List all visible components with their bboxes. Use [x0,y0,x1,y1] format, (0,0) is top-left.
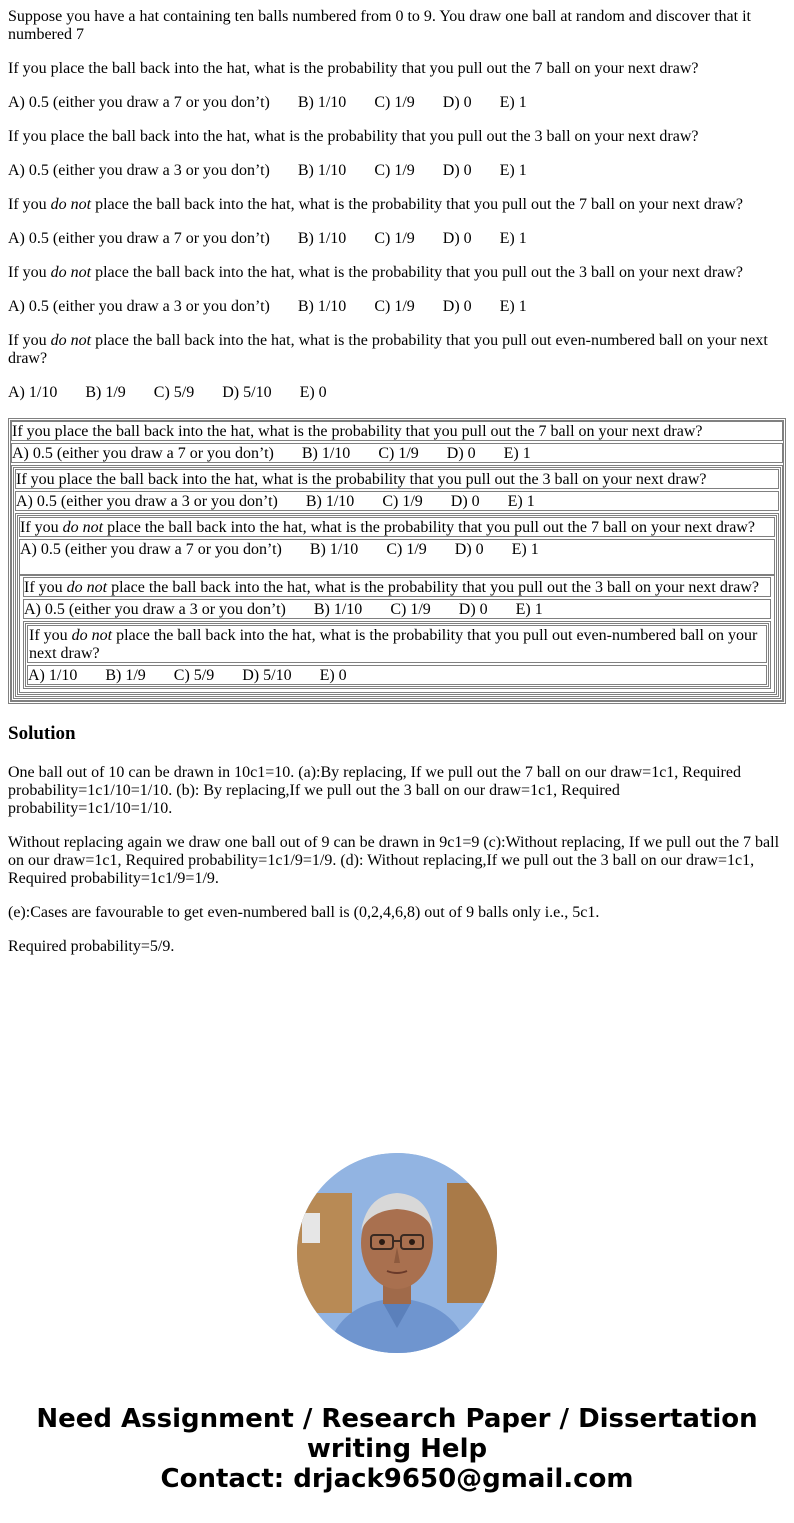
option: C) 1/9 [374,230,415,247]
table-question-3-options: A) 0.5 (either you draw a 7 or you don’t) B) 1/10 C) 1/9 D) 0 E) 1 [19,539,775,575]
option: A) 0.5 (either you draw a 7 or you don’t) [8,94,270,111]
option: C) 1/9 [374,94,415,111]
option: A) 0.5 (either you draw a 3 or you don’t) [8,162,270,179]
footer-contact: Contact: drjack9650@gmail.com [160,1464,634,1494]
question-4: If you do not place the ball back into the hat, what is the probability that you pull out the 3 ball on your next draw? [8,264,743,281]
table-question-4: If you do not place the ball back into the hat, what is the probability that you pull out the 3 ball on your next draw? [23,577,771,597]
question-5-options [8,384,786,402]
intro-text: Suppose you have a hat containing ten balls numbered from 0 to 9. You draw one ball at random and discover that it numbered 7 [8,8,751,43]
option: A) 1/10 [8,384,58,401]
footer-line-1: Need Assignment / Research Paper / Dissertation [36,1404,758,1434]
solution-paragraph-2: Without replacing again we draw one ball out of 9 can be drawn in 9c1=9 (c):Without replacing, If we pull out the 7 ball on our draw=1c1, Required probability=1c1/9=1/9. (d): Without replacing,If we pull out the 3 ball on our draw=1c1, Required probability=1c1/9=1/9. [8,834,780,887]
table-question-2: If you place the ball back into the hat, what is the probability that you pull out the 3 ball on your next draw? [15,469,779,489]
option: D) 0 [442,94,472,111]
option: B) 1/10 [297,298,347,315]
option: C) 1/9 [374,162,415,179]
author-avatar [297,1153,497,1353]
question-3-options [8,230,786,248]
option: B) 1/10 [297,230,347,247]
option: A) 0.5 (either you draw a 7 or you don’t) [8,230,270,247]
question-3: If you do not place the ball back into the hat, what is the probability that you pull out the 7 ball on your next draw? [8,196,743,213]
solution-paragraph-4: Required probability=5/9. [8,938,175,955]
table-question-2-options: A) 0.5 (either you draw a 3 or you don’t) B) 1/10 C) 1/9 D) 0 E) 1 [15,491,779,511]
option: E) 0 [299,384,327,401]
question-5: If you do not place the ball back into the hat, what is the probability that you pull out even-numbered ball on your next draw? [8,332,768,367]
question-1: If you place the ball back into the hat, what is the probability that you pull out the 7 ball on your next draw? [8,60,699,77]
table-question-4-options: A) 0.5 (either you draw a 3 or you don’t) B) 1/10 C) 1/9 D) 0 E) 1 [23,599,771,619]
option: D) 5/10 [222,384,272,401]
solution-heading: Solution [8,723,76,744]
option: D) 0 [442,230,472,247]
option: E) 1 [499,94,527,111]
question-4-options [8,298,786,316]
option: C) 5/9 [153,384,195,401]
option: B) 1/10 [297,94,347,111]
option: C) 1/9 [374,298,415,315]
option: E) 1 [499,298,527,315]
option: B) 1/10 [297,162,347,179]
option: D) 0 [442,162,472,179]
table-question-5-options: A) 1/10 B) 1/9 C) 5/9 D) 5/10 E) 0 [27,665,767,685]
table-question-1-options: A) 0.5 (either you draw a 7 or you don’t) B) 1/10 C) 1/9 D) 0 E) 1 [11,443,783,463]
option: D) 0 [442,298,472,315]
option: B) 1/9 [85,384,126,401]
question-2: If you place the ball back into the hat, what is the probability that you pull out the 3 ball on your next draw? [8,128,699,145]
footer-banner [0,1404,794,1494]
question-1-options [8,94,786,112]
portrait-illustration [297,1153,497,1353]
table-question-5: If you do not place the ball back into the hat, what is the probability that you pull out even-numbered ball on your next draw? [27,625,767,663]
option: E) 1 [499,162,527,179]
table-question-3: If you do not place the ball back into the hat, what is the probability that you pull out the 7 ball on your next draw? [19,517,775,537]
option: A) 0.5 (either you draw a 3 or you don’t) [8,298,270,315]
solution-paragraph-1: One ball out of 10 can be drawn in 10c1=10. (a):By replacing, If we pull out the 7 ball on our draw=1c1, Required probability=1c1/10=1/10. (b): By replacing,If we pull out the 3 ball on our draw=1c1, Required probability=1c1/10=1/10. [8,764,741,817]
table-question-1: If you place the ball back into the hat, what is the probability that you pull out the 7 ball on your next draw? [11,421,783,441]
solution-paragraph-3: (e):Cases are favourable to get even-numbered ball is (0,2,4,6,8) out of 9 balls only i.e., 5c1. [8,904,600,921]
question-2-options [8,162,786,180]
footer-line-2: writing Help [306,1434,488,1464]
option: E) 1 [499,230,527,247]
